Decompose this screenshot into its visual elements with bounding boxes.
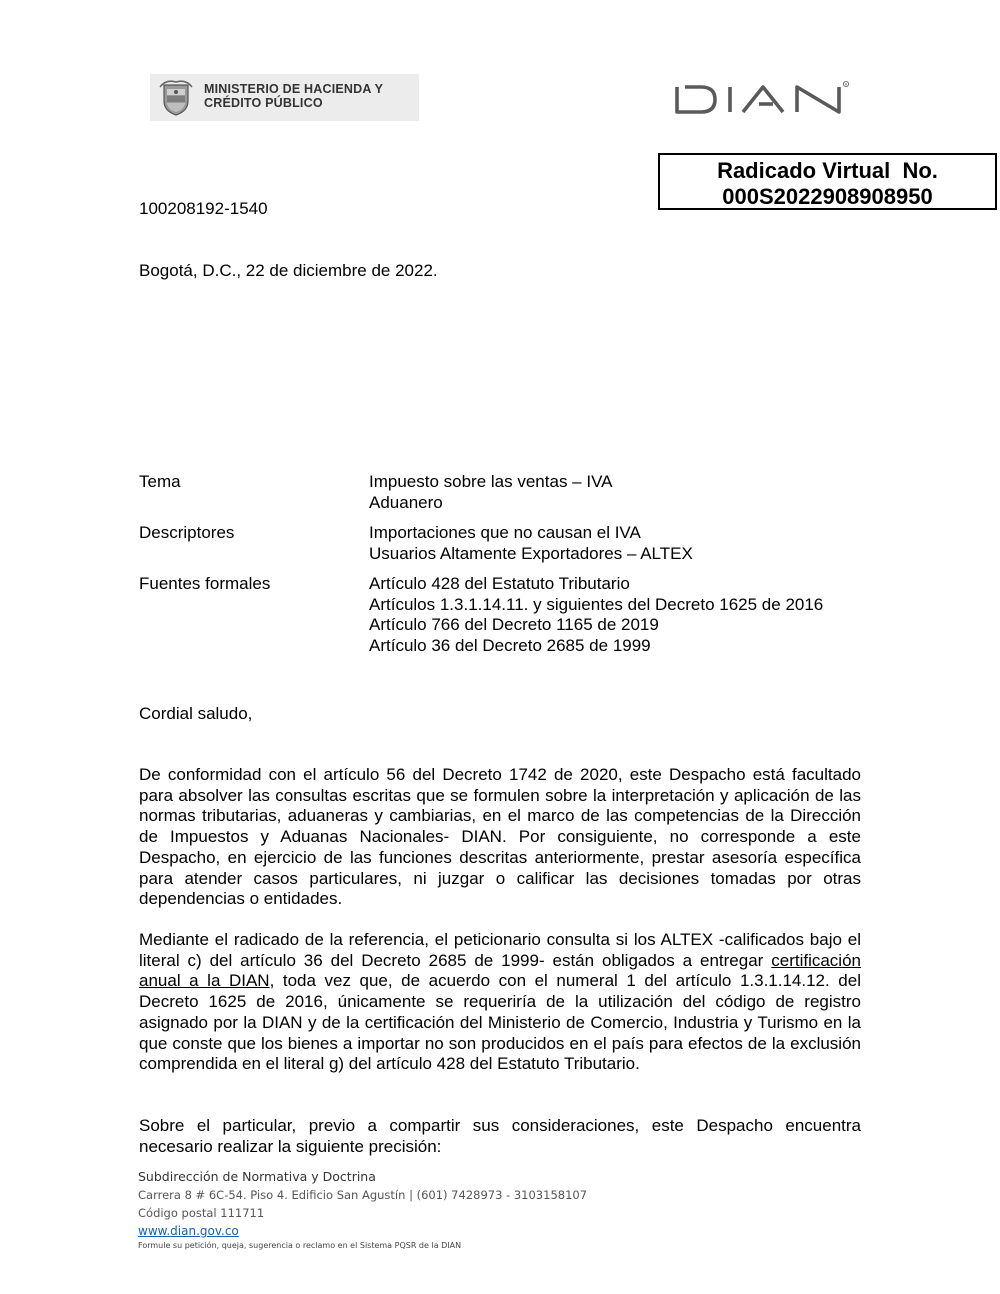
descriptores-label: Descriptores: [139, 523, 235, 542]
radicado-box: [658, 153, 997, 210]
date-line: Bogotá, D.C., 22 de diciembre de 2022.: [139, 261, 438, 280]
descriptor-value: Importaciones que no causan el IVA: [369, 523, 641, 542]
ministry-name-line2: CRÉDITO PÚBLICO: [204, 96, 323, 110]
paragraph-2: [139, 930, 861, 1075]
paragraph-3: Sobre el particular, previo a compartir sus consideraciones, este Despacho encuentra necesario realizar la siguiente precisión:: [139, 1116, 861, 1156]
descriptor-value: Usuarios Altamente Exportadores – ALTEX: [369, 543, 693, 563]
radicado-number: 000S2022908908950: [722, 184, 933, 209]
tema-values: [369, 472, 612, 513]
descriptores-values: [369, 523, 693, 564]
tema-value: Impuesto sobre las ventas – IVA: [369, 472, 613, 491]
fuente-value: Artículo 766 del Decreto 1165 de 2019: [369, 615, 659, 634]
paragraph-1: De conformidad con el artículo 56 del Decreto 1742 de 2020, este Despacho está facultado para absolver las consultas escritas que se formulen sobre la interpretación y aplicación de las normas tributarias, aduaneras y cambiarias, en el marco de las competencias de la Dirección de Impuestos y Aduanas Nacionales- DIAN. Por consiguiente, no corresponde a este Despacho, en ejercicio de las funciones descritas anteriormente, prestar asesoría específica para atender casos particulares, ni juzgar o calificar las decisiones tomadas por otras dependencias o entidades.: [139, 765, 861, 909]
dian-logo: [675, 78, 855, 118]
footer-office: Subdirección de Normativa y Doctrina: [138, 1169, 376, 1184]
ministry-name: [204, 82, 383, 110]
footer-address: Carrera 8 # 6C-54. Piso 4. Edificio San Agustín | (601) 7428973 - 3103158107: [138, 1188, 588, 1202]
fuente-value: Artículos 1.3.1.14.11. y siguientes del Decreto 1625 de 2016: [369, 594, 824, 614]
ministry-name-line1: MINISTERIO DE HACIENDA Y: [204, 82, 384, 96]
fuentes-values: [369, 574, 823, 656]
radicado-label: Radicado Virtual No.: [717, 158, 938, 183]
footer-pqsr-note: Formule su petición, queja, sugerencia o reclamo en el Sistema PQSR de la DIAN: [138, 1241, 462, 1250]
colombia-coat-of-arms-icon: [158, 79, 194, 117]
paragraph-2-underlined: certificación anual a la DIAN: [139, 950, 861, 991]
fuente-value: Artículo 428 del Estatuto Tributario: [369, 574, 630, 593]
tema-label: Tema: [139, 472, 181, 491]
reference-number: 100208192-1540: [139, 199, 268, 218]
fuentes-label: Fuentes formales: [139, 574, 271, 593]
tema-value: Aduanero: [369, 492, 443, 512]
footer-postal: Código postal 111711: [138, 1206, 265, 1220]
greeting: Cordial saludo,: [139, 704, 253, 723]
paragraph-2-text-end: , toda vez que, de acuerdo con el numeral 1 del artículo 1.3.1.14.12. del Decreto 1625 de 2016, únicamente se requeriría de la utilización del código de registro asignado por la DIAN y de la certificación del Ministerio de Comercio, Industria y Turismo en la que conste que los bienes a importar no son producidos en el país para efectos de la exclusión comprendida en el literal g) del artículo 428 del Estatuto Tributario.: [139, 971, 861, 1074]
svg-text:R: R: [844, 82, 848, 87]
fuente-value: Artículo 36 del Decreto 2685 de 1999: [369, 635, 651, 655]
footer-website-link[interactable]: www.dian.gov.co: [138, 1224, 239, 1238]
paragraph-2-text: Mediante el radicado de la referencia, el peticionario consulta si los ALTEX -calificados bajo el literal c) del artículo 36 del Decreto 2685 de 1999- están obligados a entregar: [139, 930, 861, 970]
